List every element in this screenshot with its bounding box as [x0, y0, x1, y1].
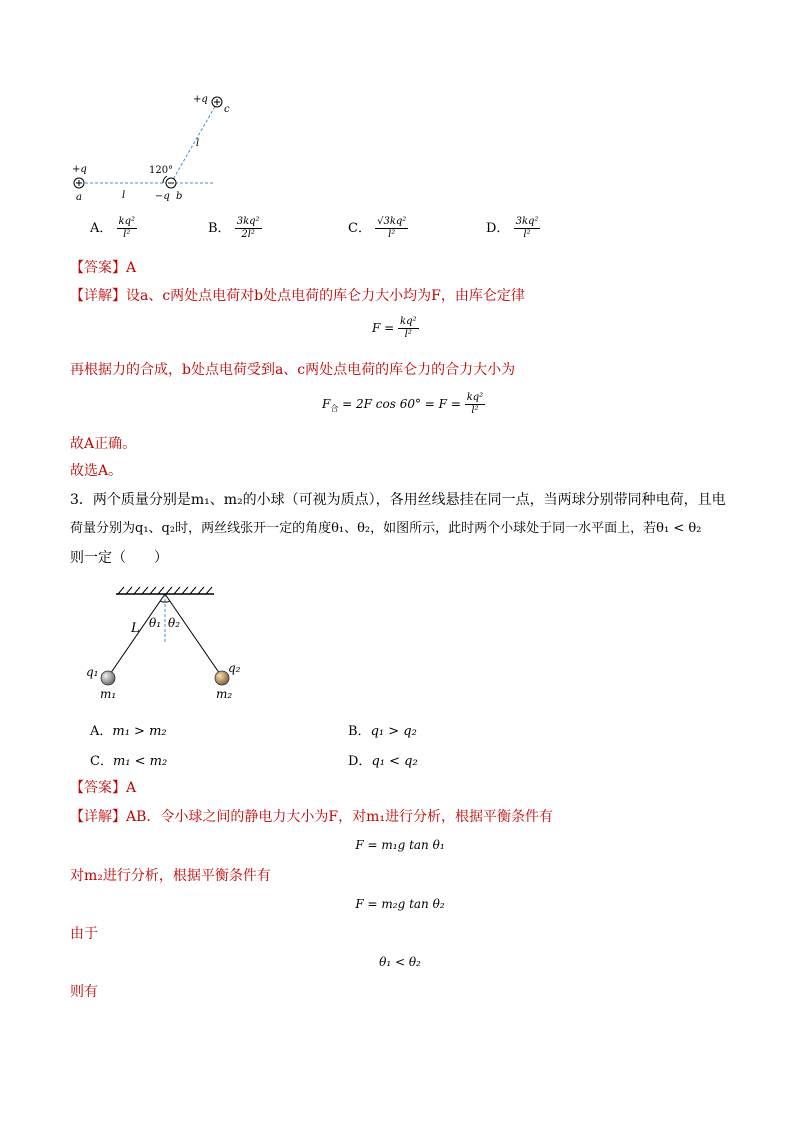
q2-detail-text1: 设a、c两处点电荷对b处点电荷的库仑力大小均为F，由库仑定律	[126, 288, 525, 304]
theta2-label: θ₂	[168, 616, 181, 630]
q2-detail-tag: 【详解】	[70, 288, 126, 304]
q3-option-b-text: q₁ > q₂	[370, 724, 417, 739]
q3-option-b-letter: B．	[348, 724, 371, 739]
q2-option-c-num: √3kq²	[377, 216, 407, 227]
q2-eq2-F: F	[322, 397, 331, 411]
point-b-label: b	[176, 191, 183, 202]
q3-detail-tag: 【详解】	[70, 809, 126, 825]
q3-detail-line2: 对m₂进行分析，根据平衡条件有	[70, 868, 271, 884]
q2-eq2-sub: 合	[330, 404, 339, 413]
q3-equation-2: F = m₂g tan θ₂	[355, 897, 445, 911]
q3-detail-text1: AB．令小球之间的静电力大小为F，对m₁进行分析，根据平衡条件有	[126, 809, 553, 825]
q2-option-d-num: 3kq²	[515, 216, 539, 227]
q3-answer	[70, 778, 136, 798]
string-right	[165, 594, 222, 677]
q3-equation-3: θ₁ < θ₂	[379, 955, 421, 969]
dashed-line-bc	[171, 103, 217, 183]
q3-stem-line3: 则一定（ ）	[70, 550, 168, 566]
q2-equation-1	[372, 316, 419, 341]
q2-option-d-fraction	[514, 216, 541, 241]
q2-equation-2	[322, 392, 485, 417]
q2-option-b-num: 3kq²	[236, 216, 260, 227]
charge-b-label: −q	[155, 191, 170, 202]
q2-answer	[70, 258, 136, 278]
m2-label: m₂	[216, 687, 233, 701]
q3-option-d[interactable]	[348, 750, 418, 769]
ball-m1-icon	[101, 671, 115, 685]
q3-detail-line4: 则有	[70, 984, 98, 1000]
q2-option-d-den: l²	[523, 229, 531, 240]
q2-option-c-letter: C．	[348, 221, 371, 236]
q3-stem-line1: 3．两个质量分别是m₁、m₂的小球（可视为质点），各用丝线悬挂在同一点，当两球分别带同种电荷，且电	[70, 492, 726, 508]
q2-eq1-lhs: F =	[372, 321, 395, 335]
q3-option-c-text: m₁ < m₂	[112, 754, 168, 769]
q2-option-d[interactable]	[486, 216, 540, 241]
q3-option-c-letter: C．	[90, 754, 113, 769]
q2-option-c-fraction	[375, 216, 408, 241]
angle-arc-2	[165, 601, 170, 602]
figure-pendulums	[80, 584, 270, 706]
upper-length-label: l	[196, 138, 200, 149]
charge-c-icon	[212, 97, 222, 107]
q3-detail-line1	[70, 807, 553, 827]
charge-c-label: +q	[193, 94, 208, 105]
q2-eq1-den: l²	[404, 329, 412, 340]
q3-option-d-letter: D．	[348, 754, 372, 769]
q3-option-a-letter: A．	[90, 724, 113, 739]
q2-eq1-fraction	[398, 316, 418, 341]
q2-eq2-fraction	[465, 392, 485, 417]
q2-eq1-num: kq²	[400, 316, 417, 327]
q3-option-c[interactable]	[90, 750, 167, 769]
lower-length-label: l	[122, 190, 126, 201]
q2-option-b-fraction	[235, 216, 262, 241]
q3-equation-1: F = m₁g tan θ₁	[355, 838, 445, 852]
q2-option-b-letter: B．	[208, 221, 231, 236]
q3-stem-line2: 荷量分别为q₁、q₂时，两丝线张开一定的角度θ₁、θ₂，如图所示，此时两个小球处于同一水平面上，若θ₁ < θ₂	[70, 521, 702, 536]
q2-eq2-num: kq²	[466, 392, 484, 403]
q2-conclusion-1: 故A正确。	[70, 436, 137, 452]
q2-conclusion-2: 故选A。	[70, 463, 123, 479]
q2-option-c-den: l²	[388, 229, 396, 240]
q2-option-a[interactable]	[90, 216, 137, 241]
q2-option-a-fraction	[117, 216, 137, 241]
q3-option-a-text: m₁ > m₂	[112, 724, 167, 739]
point-c-label: c	[224, 104, 230, 115]
theta1-label: θ₁	[149, 616, 162, 630]
point-a-label: a	[76, 192, 82, 203]
m1-label: m₁	[100, 687, 117, 701]
q2-label: q₂	[228, 661, 241, 675]
q3-detail-line3: 由于	[70, 926, 98, 942]
q2-option-a-num: kq²	[118, 216, 136, 227]
q2-option-a-letter: A．	[90, 221, 113, 236]
q2-option-d-letter: D．	[486, 221, 510, 236]
q2-option-a-den: l²	[123, 229, 131, 240]
q2-option-b[interactable]	[208, 216, 262, 241]
ball-m2-icon	[215, 671, 229, 685]
charge-b-icon	[166, 178, 176, 188]
ceiling-hatch	[118, 587, 212, 594]
q2-eq2-mid: = 2F cos 60° = F =	[342, 397, 461, 411]
q2-detail-line1	[70, 286, 525, 306]
q3-answer-tag: 【答案】	[70, 780, 126, 796]
charge-a-icon	[74, 178, 84, 188]
q2-answer-tag: 【答案】	[70, 260, 126, 276]
figure-point-charges	[60, 88, 230, 206]
q3-option-b[interactable]	[348, 720, 417, 739]
q3-option-a[interactable]	[90, 720, 167, 739]
angle-label: 120°	[149, 165, 174, 176]
q2-option-b-den: 2l²	[241, 229, 255, 240]
length-L-label: L	[131, 621, 140, 636]
q2-eq2-den: l²	[471, 405, 479, 416]
charge-a-label: +q	[72, 164, 87, 175]
q3-answer-value: A	[126, 780, 137, 796]
q2-detail-line2: 再根据力的合成，b处点电荷受到a、c两处点电荷的库仑力的合力大小为	[70, 362, 516, 378]
q1-label: q₁	[86, 665, 99, 679]
q2-answer-value: A	[126, 260, 137, 276]
q3-option-d-text: q₁ < q₂	[371, 754, 418, 769]
angle-arc-1	[160, 601, 165, 602]
q2-option-c[interactable]	[348, 216, 408, 241]
